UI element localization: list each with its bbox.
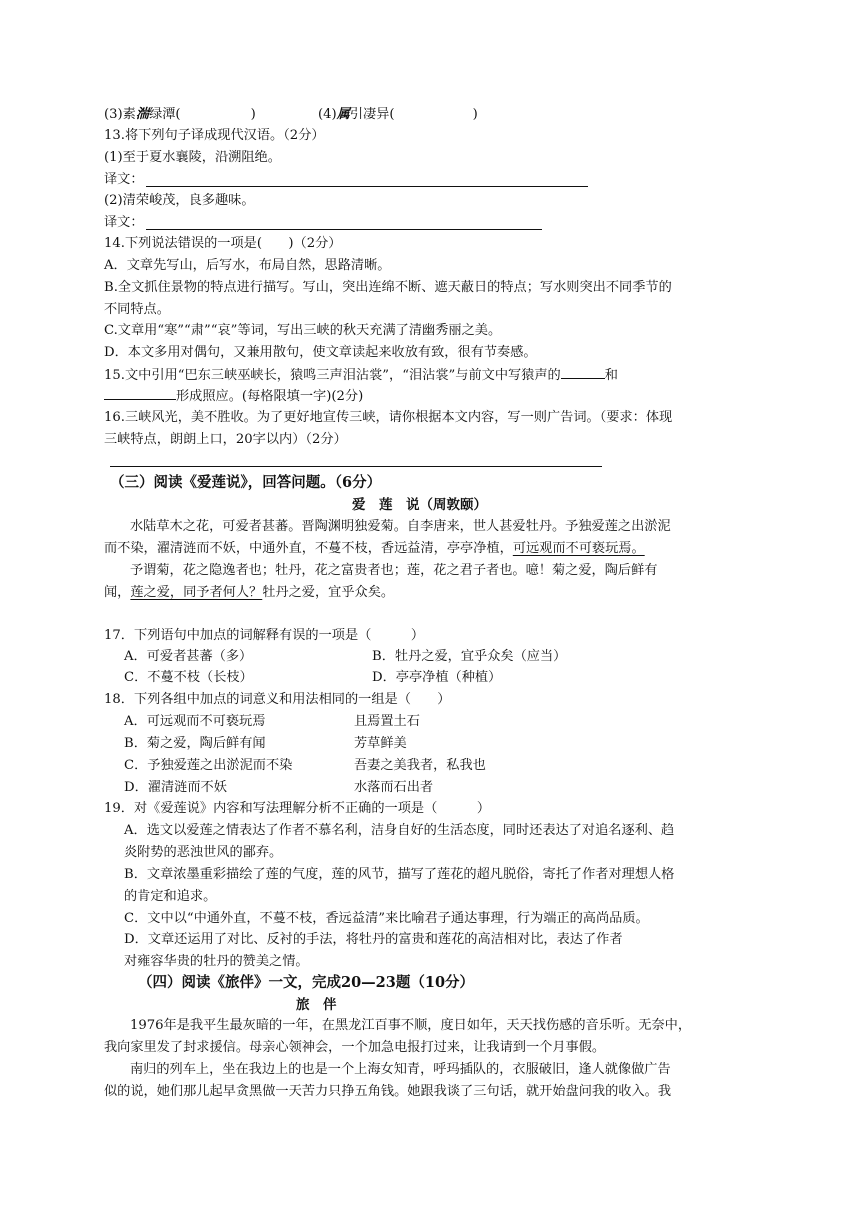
passage-3-p1-line-1: 水陆草木之花，可爱者甚蕃。晋陶渊明独爱菊。自李唐来，世人甚爱牡丹。予独爱莲之出淤泥 xyxy=(130,519,671,534)
passage-4-p2-line-1: 南归的列车上，坐在我边上的也是一个上海女知青，呼玛插队的，衣服破旧，逢人就像做广告 xyxy=(130,1062,671,1077)
q12-item-4: (4)属引凄异( ) xyxy=(318,107,478,122)
q19-option-a-cont: 炎附势的恶浊世风的鄙弃。 xyxy=(124,845,283,860)
passage-4-p1-line-1: 1976年是我平生最灰暗的一年，在黑龙江百事不顺，度日如年，天天找伤感的音乐听。无奈中， xyxy=(130,1018,692,1033)
passage-4-p1-line-2: 我向家里发了封求援信。母亲心领神会，一个加急电报打过来，让我请到一个月事假。 xyxy=(104,1040,606,1055)
q17-option-d: D．亭亭净植（种植） xyxy=(372,670,502,685)
q16-answer-line[interactable] xyxy=(110,466,602,467)
q19-option-a: A．选文以爱莲之情表达了作者不慕名利，洁身自好的生活态度，同时还表达了对追名逐利、趋 xyxy=(124,823,675,838)
q18-stem: 18．下列各组中加点的词意义和用法相同的一组是（ ） xyxy=(104,692,451,707)
q14-option-d: D．本文多用对偶句，又兼用散句，使文章读起来收放有致，很有节奏感。 xyxy=(104,345,537,360)
q19-option-c: C．文中以“中通外直，不蔓不枝，香远益清”来比喻君子通达事理，行为端正的高尚品质。 xyxy=(124,911,649,926)
q18-option-d-right: 水落而石出者 xyxy=(354,780,434,795)
q13-sentence-2: (2)清荣峻茂，良多趣味。 xyxy=(104,193,255,208)
q17-option-c: C．不蔓不枝（长枝） xyxy=(124,670,253,685)
q19-stem: 19．对《爱莲说》内容和写法理解分析不正确的一项是（ ） xyxy=(104,801,491,816)
passage-4-p2-line-2: 似的说，她们那儿起早贪黑做一天苦力只挣五角钱。她跟我谈了三句话，就开始盘问我的收入。我 xyxy=(104,1084,672,1099)
q19-option-d: D．文章还运用了对比、反衬的手法，将牡丹的富贵和莲花的高洁相对比，表达了作者 xyxy=(124,932,623,947)
q17-stem: 17．下列语句中加点的词解释有误的一项是（ ） xyxy=(104,628,425,643)
q17-option-a: A．可爱者甚蕃（多） xyxy=(124,649,253,664)
q18-option-b-right: 芳草鲜美 xyxy=(354,736,407,751)
q17-option-b: B．牡丹之爱，宜乎众矣（应当） xyxy=(372,649,567,664)
passage-3-p1-line-2: 而不染，濯清涟而不妖，中通外直，不蔓不枝，香远益清，亭亭净植，可远观而不可亵玩焉。 xyxy=(104,541,645,556)
q18-option-c-left: C．予独爱莲之出淤泥而不染 xyxy=(124,758,293,773)
section-4-heading: （四）阅读《旅伴》一文，完成20—23题（10分） xyxy=(138,974,475,991)
q18-option-a-right: 且焉置土石 xyxy=(354,714,420,729)
q19-option-b-cont: 的肯定和追求。 xyxy=(124,889,217,904)
q13-answer-line-2[interactable] xyxy=(146,229,542,230)
section-3-title: 爱 莲 说（周敦颐） xyxy=(352,497,487,513)
section-4-title: 旅 伴 xyxy=(296,997,337,1013)
q12-item-3: (3)素湍绿潭( ) xyxy=(104,107,256,122)
q14-option-a: A．文章先写山，后写水，布局自然，思路清晰。 xyxy=(104,258,391,273)
q18-option-d-left: D．濯清涟而不妖 xyxy=(124,780,227,795)
q16-line-1: 16.三峡风光，美不胜收。为了更好地宣传三峡，请你根据本文内容，写一则广告词。（要求：体现 xyxy=(104,410,673,425)
q13-answer-line-1[interactable] xyxy=(146,186,588,187)
q14-option-c: C.文章用“寒”“肃”“哀”等词，写出三峡的秋天充满了清幽秀丽之美。 xyxy=(104,323,502,338)
q15-line-2: 形成照应。(每格限填一字)(2分) xyxy=(104,387,363,406)
q14-option-b: B.全文抓住景物的特点进行描写。写山，突出连绵不断、遮天蔽日的特点；写水则突出不同季节的 xyxy=(104,280,672,295)
q13-sentence-1: (1)至于夏水襄陵，沿溯阻绝。 xyxy=(104,150,281,165)
section-3-heading: （三）阅读《爱莲说》，回答问题。（6分） xyxy=(110,474,382,491)
q18-option-c-right: 吾妻之美我者，私我也 xyxy=(354,758,486,773)
passage-3-p2-line-1: 予谓菊，花之隐逸者也；牡丹，花之富贵者也；莲，花之君子者也。噫！菊之爱，陶后鲜有 xyxy=(130,563,658,578)
q15-line-1: 15.文中引用“巴东三峡巫峡长，猿鸣三声泪沾裳”，“泪沾裳”与前文中写猿声的 和 xyxy=(104,368,618,383)
q18-option-b-left: B．菊之爱，陶后鲜有闻 xyxy=(124,736,266,751)
q13-stem: 13.将下列句子译成现代汉语。（2分） xyxy=(104,128,325,143)
passage-3-p2-line-2: 闻，莲之爱，同予者何人？牡丹之爱，宜乎众矣。 xyxy=(104,585,395,600)
q13-translation-label-1: 译文： xyxy=(104,172,144,187)
q13-translation-label-2: 译文： xyxy=(104,215,144,230)
q19-option-b: B．文章浓墨重彩描绘了莲的气度，莲的风节，描写了莲花的超凡脱俗，寄托了作者对理想人格 xyxy=(124,867,675,882)
q18-option-a-left: A．可远观而不可亵玩焉 xyxy=(124,714,266,729)
q16-line-2: 三峡特点，朗朗上口，20字以内）（2分） xyxy=(104,432,347,447)
q14-stem: 14.下列说法错误的一项是( )（2分） xyxy=(104,236,342,251)
q19-option-d-cont: 对雍容华贵的牡丹的赞美之情。 xyxy=(124,954,309,969)
q14-option-b-cont: 不同特点。 xyxy=(104,302,170,317)
